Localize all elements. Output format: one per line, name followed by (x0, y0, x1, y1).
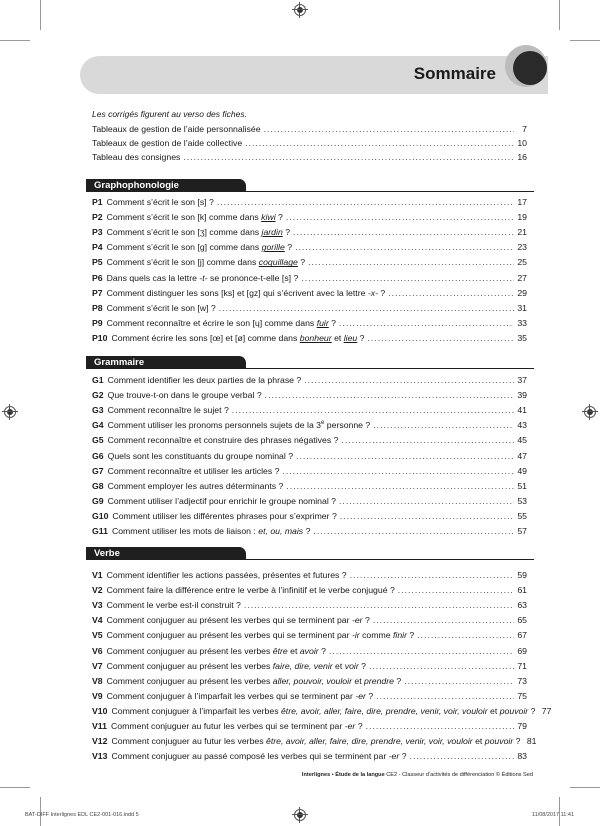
toc-row[interactable] (92, 569, 527, 582)
toc-label-part: Comment utiliser les mots de liaison : (111, 526, 259, 536)
toc-label-part: ? (328, 317, 337, 328)
toc-page: 19 (517, 212, 527, 223)
section-header-grammaire (86, 356, 534, 369)
toc-label-part: être, avoir, aller, faire, dire, prendre, venir, voir, vouloir (266, 736, 473, 747)
toc-page: 31 (517, 302, 527, 313)
toc-label-part: Comment conjuguer au présent les verbes (106, 645, 273, 656)
toc-label (107, 584, 395, 597)
toc-label-part: Comment conjuguer au passé composé les verbes qui se terminent par (111, 751, 389, 762)
section-title: Verbe (86, 547, 246, 560)
toc-page: 45 (517, 435, 527, 446)
toc-code: P9 (92, 317, 103, 328)
toc-row[interactable] (92, 332, 527, 345)
toc-label-part: prendre (364, 675, 394, 686)
toc-code: G10 (92, 510, 109, 521)
toc-label-part: Comment distinguer les sons [ks] et [gz] qui s’écrivent avec la lettre (106, 287, 368, 298)
toc-page: 73 (517, 675, 527, 686)
toc-label (108, 389, 262, 402)
toc-label (111, 735, 520, 748)
toc-label-part: Comment utiliser l’adjectif pour enrichir le groupe nominal ? (107, 495, 336, 506)
toc-label-part: Comment conjuguer au présent les verbes (106, 660, 273, 671)
slug-date: 11/08/2017 11:41 (531, 812, 574, 818)
registration-mark-icon (584, 406, 596, 418)
toc-label-part: Dans quels cas la lettre (106, 272, 200, 283)
toc-code: G2 (92, 390, 104, 401)
toc-label-part: ? (378, 287, 386, 298)
toc-label-part: Comment reconnaître et écrire le son [ɥ] comme dans (106, 317, 317, 328)
toc-row[interactable] (92, 196, 527, 209)
toc-label-part: se prononce-t-elle [s] ? (207, 272, 299, 283)
toc-label-part: Comment conjuguer au présent les verbes qui se terminent par (106, 630, 352, 641)
toc-code: G8 (92, 480, 104, 491)
toc-row[interactable] (92, 287, 527, 300)
section-title: Graphophonologie (86, 179, 246, 192)
toc-code: P8 (92, 302, 103, 313)
toc-code: G11 (92, 526, 108, 536)
toc-label (108, 465, 280, 478)
toc-label-part: ? (406, 630, 415, 641)
toc-row[interactable] (92, 211, 527, 224)
toc-label-part: ? (275, 212, 283, 223)
toc-label-part: Comment utiliser les différentes phrases pour s’exprimer ? (112, 510, 337, 521)
toc-label-part: ? (394, 675, 402, 686)
footer-brand: Interlignes (301, 772, 331, 778)
toc-page: 55 (517, 510, 527, 521)
toc-label (107, 287, 386, 300)
toc-label (111, 720, 363, 733)
toc-label-part: gorille (261, 242, 285, 253)
toc-label-part: Comment le verbe est-il construit ? (106, 600, 241, 611)
toc-page: 67 (517, 630, 527, 641)
toc-label-part: faire, dire, venir (272, 660, 333, 671)
toc-label-part: voir (344, 660, 359, 671)
toc-page: 17 (517, 197, 527, 207)
toc-label (107, 241, 292, 254)
toc-code: V12 (92, 736, 108, 747)
toc-label-part: et (332, 660, 345, 671)
title-banner (80, 56, 548, 94)
toc-label-part: -er (344, 721, 356, 731)
toc-row[interactable] (92, 495, 527, 508)
toc-label (107, 302, 216, 315)
toc-label (107, 569, 347, 582)
toc-code: V3 (92, 600, 103, 611)
toc-page: 33 (517, 317, 527, 328)
section-title: Grammaire (86, 356, 246, 369)
toc-label (108, 495, 336, 508)
toc-page: 53 (517, 495, 527, 506)
toc-page: 10 (517, 138, 527, 148)
toc-label-part: et (472, 736, 485, 747)
footer-subject: Étude de la langue (335, 772, 385, 778)
toc-label-part: ? (399, 751, 407, 762)
toc-code: V8 (92, 675, 103, 686)
toc-label (107, 690, 374, 703)
toc-row[interactable] (92, 720, 527, 733)
toc-row[interactable] (92, 450, 527, 463)
toc-code: V2 (92, 585, 103, 596)
toc-label-part: Comment s’écrit le son [j] comme dans (106, 257, 259, 268)
toc-label-part: et (351, 675, 365, 686)
toc-code: V6 (92, 645, 103, 656)
toc-label-part: Comment conjuguer au présent les verbes (106, 675, 273, 686)
toc-label-part: -x- (367, 287, 379, 298)
toc-row[interactable] (92, 465, 527, 478)
toc-label (107, 614, 370, 627)
toc-label-part: Comment conjuguer au présent les verbes qui se terminent par (106, 615, 352, 626)
toc-page: 61 (517, 585, 527, 596)
toc-row[interactable] (92, 302, 527, 315)
toc-page: 79 (517, 721, 527, 731)
toc-label-part: kiwi (261, 212, 276, 223)
toc-label (107, 629, 415, 642)
toc-row[interactable] (92, 675, 527, 688)
toc-page: 43 (517, 420, 527, 431)
toc-row[interactable] (92, 226, 527, 239)
toc-label-part: ? (513, 736, 521, 747)
toc-code: G5 (92, 435, 104, 446)
toc-label-part: et (287, 645, 300, 656)
toc-label-part: lieu (343, 332, 358, 343)
toc-label-part: Comment conjuguer à l’imparfait les verbes (111, 705, 281, 716)
toc-code: V1 (92, 570, 103, 580)
toc-row[interactable] (92, 750, 527, 763)
toc-page: 65 (517, 615, 527, 626)
toc-label (107, 675, 402, 688)
toc-row[interactable] (92, 151, 527, 164)
toc-label-part: Comment s’écrit le son [w] ? (106, 302, 216, 313)
registration-mark-icon (294, 809, 306, 821)
toc-label-part: personne ? (324, 420, 371, 431)
toc-label-part: Comment conjuguer au futur les verbes (111, 736, 266, 747)
toc-page: 23 (517, 242, 527, 253)
toc-row[interactable] (92, 525, 527, 538)
toc-code: P10 (92, 332, 108, 343)
toc-label-part: ? (284, 242, 293, 253)
toc-label-part: Comment reconnaître et utiliser les articles ? (107, 465, 280, 476)
toc-label: Tableau des consignes (92, 152, 181, 162)
toc-row[interactable] (92, 374, 527, 387)
toc-row[interactable] (92, 510, 527, 523)
toc-code: V4 (92, 615, 103, 626)
toc-label-part: ? (355, 721, 363, 731)
toc-label-part: Comment s’écrit le son [ʒ] comme dans (106, 227, 262, 238)
toc-label-part: pouvoir (499, 705, 529, 716)
toc-row[interactable] (92, 690, 527, 703)
toc-label-part: e (321, 420, 325, 427)
toc-label (111, 750, 406, 763)
toc-label-part: -er (388, 751, 400, 762)
toc-label-part: avoir (299, 645, 319, 656)
toc-label-part: -er (351, 615, 363, 626)
toc-label (107, 211, 283, 224)
toc-label-part: -er (355, 690, 366, 701)
toc-code: V11 (92, 721, 107, 731)
toc-page: 25 (517, 257, 527, 268)
toc-row[interactable] (92, 389, 527, 402)
toc-label-part: fuir (316, 317, 329, 328)
toc-row[interactable] (92, 660, 527, 673)
toc-code: G3 (92, 405, 104, 416)
toc-row[interactable] (92, 123, 527, 136)
toc-code: V13 (92, 751, 108, 762)
toc-label (107, 660, 366, 673)
toc-row[interactable] (92, 434, 527, 447)
toc-label (108, 434, 339, 447)
toc-code: P3 (92, 227, 103, 238)
toc-row[interactable] (92, 317, 527, 330)
toc-label-part: Que trouve-t-on dans le groupe verbal ? (107, 390, 262, 401)
toc-label-part: -ir (351, 630, 360, 641)
toc-label (107, 317, 336, 330)
toc-label-part: Comment s’écrit le son [s] ? (106, 197, 214, 207)
toc-code: P7 (92, 287, 103, 298)
toc-label-part: Comment identifier les actions passées, présentes et futures ? (106, 570, 347, 580)
toc-code: V5 (92, 630, 103, 641)
toc-label-part: ? (362, 615, 370, 626)
toc-page: 41 (517, 405, 527, 416)
toc-row[interactable] (92, 584, 527, 597)
toc-label-part: coquillage (258, 257, 298, 268)
toc-label-part: et, ou, mais (258, 526, 304, 536)
toc-label: Tableaux de gestion de l’aide collective (92, 138, 243, 148)
toc-page: 63 (517, 600, 527, 611)
toc-page: 77 (541, 705, 552, 716)
toc-label-part: Comment s’écrit le son [g] comme dans (106, 242, 262, 253)
toc-label (111, 705, 535, 718)
toc-code: V10 (92, 705, 108, 716)
toc-row[interactable] (92, 735, 537, 748)
toc-label-part: être (272, 645, 288, 656)
toc-page: 47 (517, 450, 527, 461)
toc-label-part: Comment reconnaître et construire des phrases négatives ? (107, 435, 339, 446)
footer-rest: CE2 - Classeur d’activités de différenciation © Éditions Sed (384, 772, 533, 778)
toc-label (108, 404, 229, 417)
toc-row[interactable] (92, 599, 527, 612)
toc-label-part: finir (392, 630, 407, 641)
toc-label-part: comme (359, 630, 393, 641)
toc-row[interactable] (92, 256, 527, 269)
toc-page: 59 (517, 570, 527, 580)
section-header-verbe (86, 547, 534, 560)
toc-page: 16 (517, 152, 527, 162)
toc-row[interactable] (92, 272, 527, 285)
toc-label-part: Comment faire la différence entre le verbe à l’infinitif et le verbe conjugué ? (106, 585, 395, 596)
toc-row[interactable] (92, 241, 527, 254)
toc-label-part: pouvoir (484, 736, 514, 747)
toc-code: P4 (92, 242, 103, 253)
toc-label-part: aller, pouvoir, vouloir (272, 675, 352, 686)
toc-label-part: et (487, 705, 500, 716)
toc-page: 29 (517, 287, 527, 298)
toc-label-part: Comment conjuguer au futur les verbes qui se terminent par (110, 721, 345, 731)
registration-mark-icon (294, 4, 306, 16)
toc-page: 7 (522, 124, 527, 134)
toc-label (107, 645, 326, 658)
toc-label-part: être, avoir, aller, faire, dire, prendre, venir, voir, vouloir (280, 705, 488, 716)
toc-row[interactable] (92, 645, 527, 658)
toc-row[interactable] (92, 705, 552, 718)
toc-label-part: ? (303, 526, 311, 536)
toc-label-part: ? (365, 690, 374, 701)
toc-page: 39 (517, 390, 527, 401)
toc-label (108, 419, 371, 432)
toc-label-part: ? (318, 645, 326, 656)
toc-label-part: ? (528, 705, 536, 716)
toc-label (112, 510, 336, 523)
toc-row[interactable] (92, 137, 527, 150)
title-disc-inner-icon (513, 51, 547, 85)
toc-label-part: Comment identifier les deux parties de la phrase ? (107, 375, 302, 385)
toc-page: 51 (517, 480, 527, 491)
toc-label (108, 450, 293, 463)
toc-page: 49 (517, 465, 527, 476)
footer-separator: • (330, 772, 336, 778)
toc-label (107, 272, 299, 285)
toc-code: V7 (92, 660, 103, 671)
toc-code: P5 (92, 257, 103, 268)
toc-label-part: Comment utiliser les pronoms personnels sujets de la 3 (107, 420, 322, 431)
toc-page: 21 (517, 227, 527, 238)
toc-label-part: ? (358, 660, 366, 671)
toc-label-part: et (331, 332, 344, 343)
toc-label (107, 226, 290, 239)
toc-label: Tableaux de gestion de l’aide personnalisée (92, 124, 261, 134)
toc-label-part: Comment écrire les sons [œ] et [ø] comme dans (111, 332, 300, 343)
toc-row[interactable] (92, 404, 527, 417)
toc-label (107, 599, 241, 612)
toc-row[interactable] (92, 629, 527, 642)
toc-page: 81 (526, 736, 537, 747)
toc-label-part: ? (357, 332, 365, 343)
toc-code: G4 (92, 420, 104, 431)
registration-mark-icon (4, 406, 16, 418)
toc-page: 69 (517, 645, 527, 656)
toc-label (112, 525, 310, 538)
toc-code: G6 (92, 450, 104, 461)
toc-label-part: ? (297, 257, 306, 268)
page-title: Sommaire (413, 64, 496, 83)
toc-label-part: -t- (199, 272, 208, 283)
toc-code: P6 (92, 272, 103, 283)
toc-label-part: Quels sont les constituants du groupe nominal ? (107, 450, 294, 461)
toc-page: 27 (517, 272, 527, 283)
toc-label (107, 256, 305, 269)
toc-label (111, 332, 364, 345)
toc-label (108, 480, 284, 493)
toc-label (107, 196, 214, 209)
toc-page: 75 (517, 690, 527, 701)
toc-label-part: bonheur (299, 332, 332, 343)
toc-label-part: ? (282, 227, 291, 238)
toc-label-part: Comment s’écrit le son [k] comme dans (106, 212, 262, 223)
toc-page: 37 (517, 375, 527, 385)
toc-label (108, 374, 302, 387)
slug-file: BAT-DIFF Interlignes EDL CE2-001-016.indd 5 (25, 812, 139, 818)
toc-row[interactable] (92, 614, 527, 627)
toc-page: 35 (517, 332, 527, 343)
toc-page: 71 (517, 660, 527, 671)
toc-code: G7 (92, 465, 104, 476)
toc-label-part: Comment reconnaître le sujet ? (107, 405, 229, 416)
toc-code: V9 (92, 690, 103, 701)
toc-code: P1 (92, 197, 103, 207)
toc-code: P2 (92, 212, 103, 223)
toc-code: G1 (92, 375, 104, 385)
toc-label-part: jardin (261, 227, 283, 238)
toc-code: G9 (92, 495, 104, 506)
corrections-note: Les corrigés figurent au verso des fiches. (92, 109, 247, 119)
toc-row[interactable] (92, 419, 527, 432)
toc-label-part: Comment employer les autres déterminants ? (107, 480, 284, 491)
toc-page: 83 (517, 751, 527, 762)
toc-row[interactable] (92, 480, 527, 493)
section-header-graphophonologie (86, 179, 534, 192)
toc-page: 57 (517, 526, 527, 536)
page-footer (302, 772, 533, 778)
toc-label-part: Comment conjuguer à l’imparfait les verbes qui se terminent par (106, 690, 356, 701)
